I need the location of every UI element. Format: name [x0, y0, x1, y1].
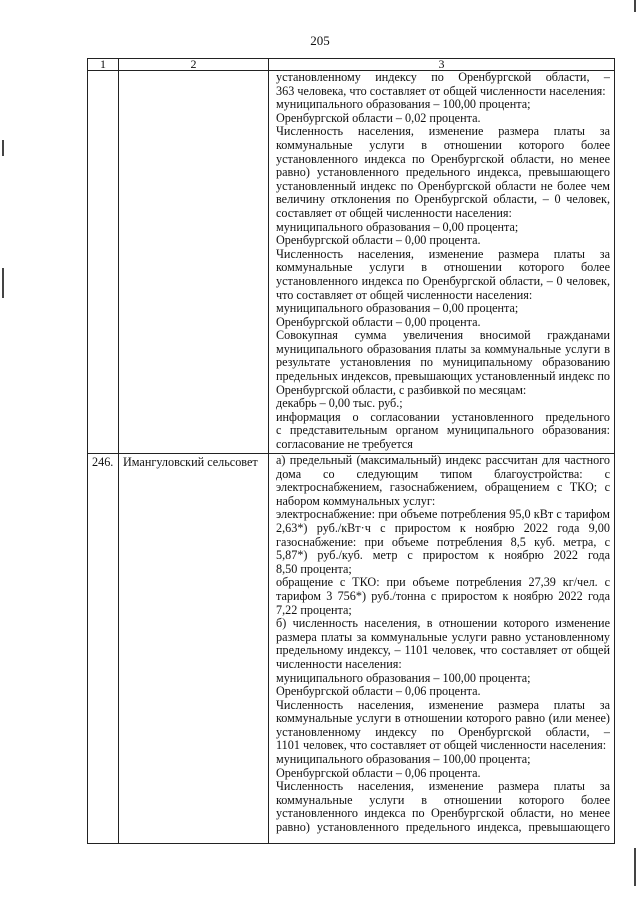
text-line: муниципального образования – 0,00 процента;	[276, 301, 519, 316]
text-line: 7,22 процента;	[276, 602, 352, 617]
text-line: 5,87*) руб./куб. метр с приростом к ноябрю 2022 года	[276, 549, 610, 563]
text-line: декабрь – 0,00 тыс. руб.;	[276, 396, 403, 411]
row-content	[269, 454, 615, 844]
text-line: Оренбургской области – 0,06 процента.	[276, 684, 481, 699]
row-number: 246.	[88, 454, 119, 844]
municipality-name	[119, 71, 269, 454]
table-row	[88, 71, 615, 454]
text-line: обращение с ТКО: при объеме потребления 27,39 кг/чел. с	[276, 576, 610, 590]
text-line: информация о согласовании установленного предельного	[276, 410, 610, 424]
text-line: установленный индекс по Оренбургской области не более чем	[276, 179, 610, 193]
text-line: коммунальные услуги в отношении которого более	[276, 793, 610, 807]
text-line: 8,50 процента;	[276, 561, 352, 576]
text-line: 2,63*) руб./кВт·ч с приростом к ноябрю 2022 года 9,00	[276, 521, 610, 535]
page-number: 205	[310, 33, 330, 48]
text-line: установленного индекса по Оренбургской области, но менее	[276, 152, 610, 166]
text-line: что составляет от общей численности населения:	[276, 287, 533, 302]
text-line: газоснабжение: при объеме потребления 8,5 куб. метра, с	[276, 535, 610, 549]
text-line: коммунальные услуги в отношении которого равно (или менее)	[276, 712, 610, 726]
text-line: муниципального образования – 100,00 процента;	[276, 752, 531, 767]
scan-edge-mark	[634, 848, 636, 886]
text-line: установленному индексу по Оренбургской области, –	[276, 71, 610, 84]
row-content	[269, 71, 615, 454]
text-line: Оренбургской области – 0,02 процента.	[276, 110, 481, 125]
text-line: предельных индексов, превышающих установленный индекс по	[276, 370, 610, 384]
text-line: муниципального образования платы за коммунальные услуги в	[276, 342, 610, 356]
text-line: установленного индекса по Оренбургской области, – 0 человек,	[276, 274, 610, 288]
text-line: величину отклонения по Оренбургской области, – 0 человек,	[276, 193, 610, 207]
text-line: Численность населения, изменение размера платы за	[276, 698, 610, 712]
text-line: 363 человека, что составляет от общей численности населения:	[276, 83, 606, 98]
text-line: установленного индекса по Оренбургской области, но менее	[276, 807, 610, 821]
text-line: равно) установленного предельного индекса, превышающего	[276, 821, 610, 835]
text-line: Оренбургской области – 0,00 процента.	[276, 314, 481, 329]
table-row	[88, 454, 615, 844]
text-line: согласование не требуется	[276, 437, 413, 452]
text-line: а) предельный (максимальный) индекс рассчитан для частного	[276, 454, 610, 467]
text-line: 1101 человек, что составляет от общей численности населения:	[276, 738, 607, 753]
text-line: Численность населения, изменение размера платы за	[276, 125, 610, 139]
municipality-name: Имангуловский сельсовет	[119, 454, 269, 844]
row-number	[88, 71, 119, 454]
data-table	[87, 58, 615, 844]
text-line: равно) установленного предельного индекса, превышающего	[276, 166, 610, 180]
text-line: коммунальные услуги в отношении которого более	[276, 138, 610, 152]
text-line: размера платы за коммунальные услуги равно установленному	[276, 630, 610, 644]
header-col-2: 2	[119, 59, 269, 71]
text-line: с представительным органом муниципального образования:	[276, 424, 610, 438]
text-line: Совокупная сумма увеличения вносимой гражданами	[276, 329, 610, 343]
text-line: муниципального образования – 100,00 процента;	[276, 97, 531, 112]
text-line: составляет от общей численности населения:	[276, 205, 512, 220]
header-col-1: 1	[88, 59, 119, 71]
text-line: численности населения:	[276, 656, 402, 671]
text-line: б) численность населения, в отношении которого изменение	[276, 617, 610, 631]
text-line: Численность населения, изменение размера платы за	[276, 247, 610, 261]
text-line: электроснабжение: при объеме потребления 95,0 кВт с тарифом	[276, 508, 610, 522]
text-line: установленному индексу по Оренбургской области, –	[276, 725, 610, 739]
scan-edge-mark	[2, 268, 4, 298]
text-line: дома со следующим типом благоустройства: с	[276, 467, 610, 481]
text-line: тарифом 3 756*) руб./тонна с приростом к ноябрю 2022 года	[276, 589, 610, 603]
header-col-3: 3	[269, 59, 615, 71]
text-line: результате установления по муниципальному образованию	[276, 356, 610, 370]
text-line: Оренбургской области – 0,06 процента.	[276, 765, 481, 780]
text-line: набором коммунальных услуг:	[276, 493, 436, 508]
text-line: Численность населения, изменение размера платы за	[276, 780, 610, 794]
text-line: коммунальные услуги в отношении которого более	[276, 261, 610, 275]
text-line: муниципального образования – 0,00 процента;	[276, 219, 519, 234]
scan-edge-mark	[2, 140, 4, 156]
text-line: электроснабжением, газоснабжением, обращением с ТКО; с	[276, 481, 610, 495]
text-line: Оренбургской области, с разбивкой по месяцам:	[276, 382, 527, 397]
table-header-row	[88, 59, 615, 71]
text-line: предельному индексу, – 1101 человек, что составляет от общей	[276, 644, 610, 658]
text-line: муниципального образования – 100,00 процента;	[276, 670, 531, 685]
text-line: Оренбургской области – 0,00 процента.	[276, 233, 481, 248]
scan-edge-mark	[634, 0, 636, 12]
